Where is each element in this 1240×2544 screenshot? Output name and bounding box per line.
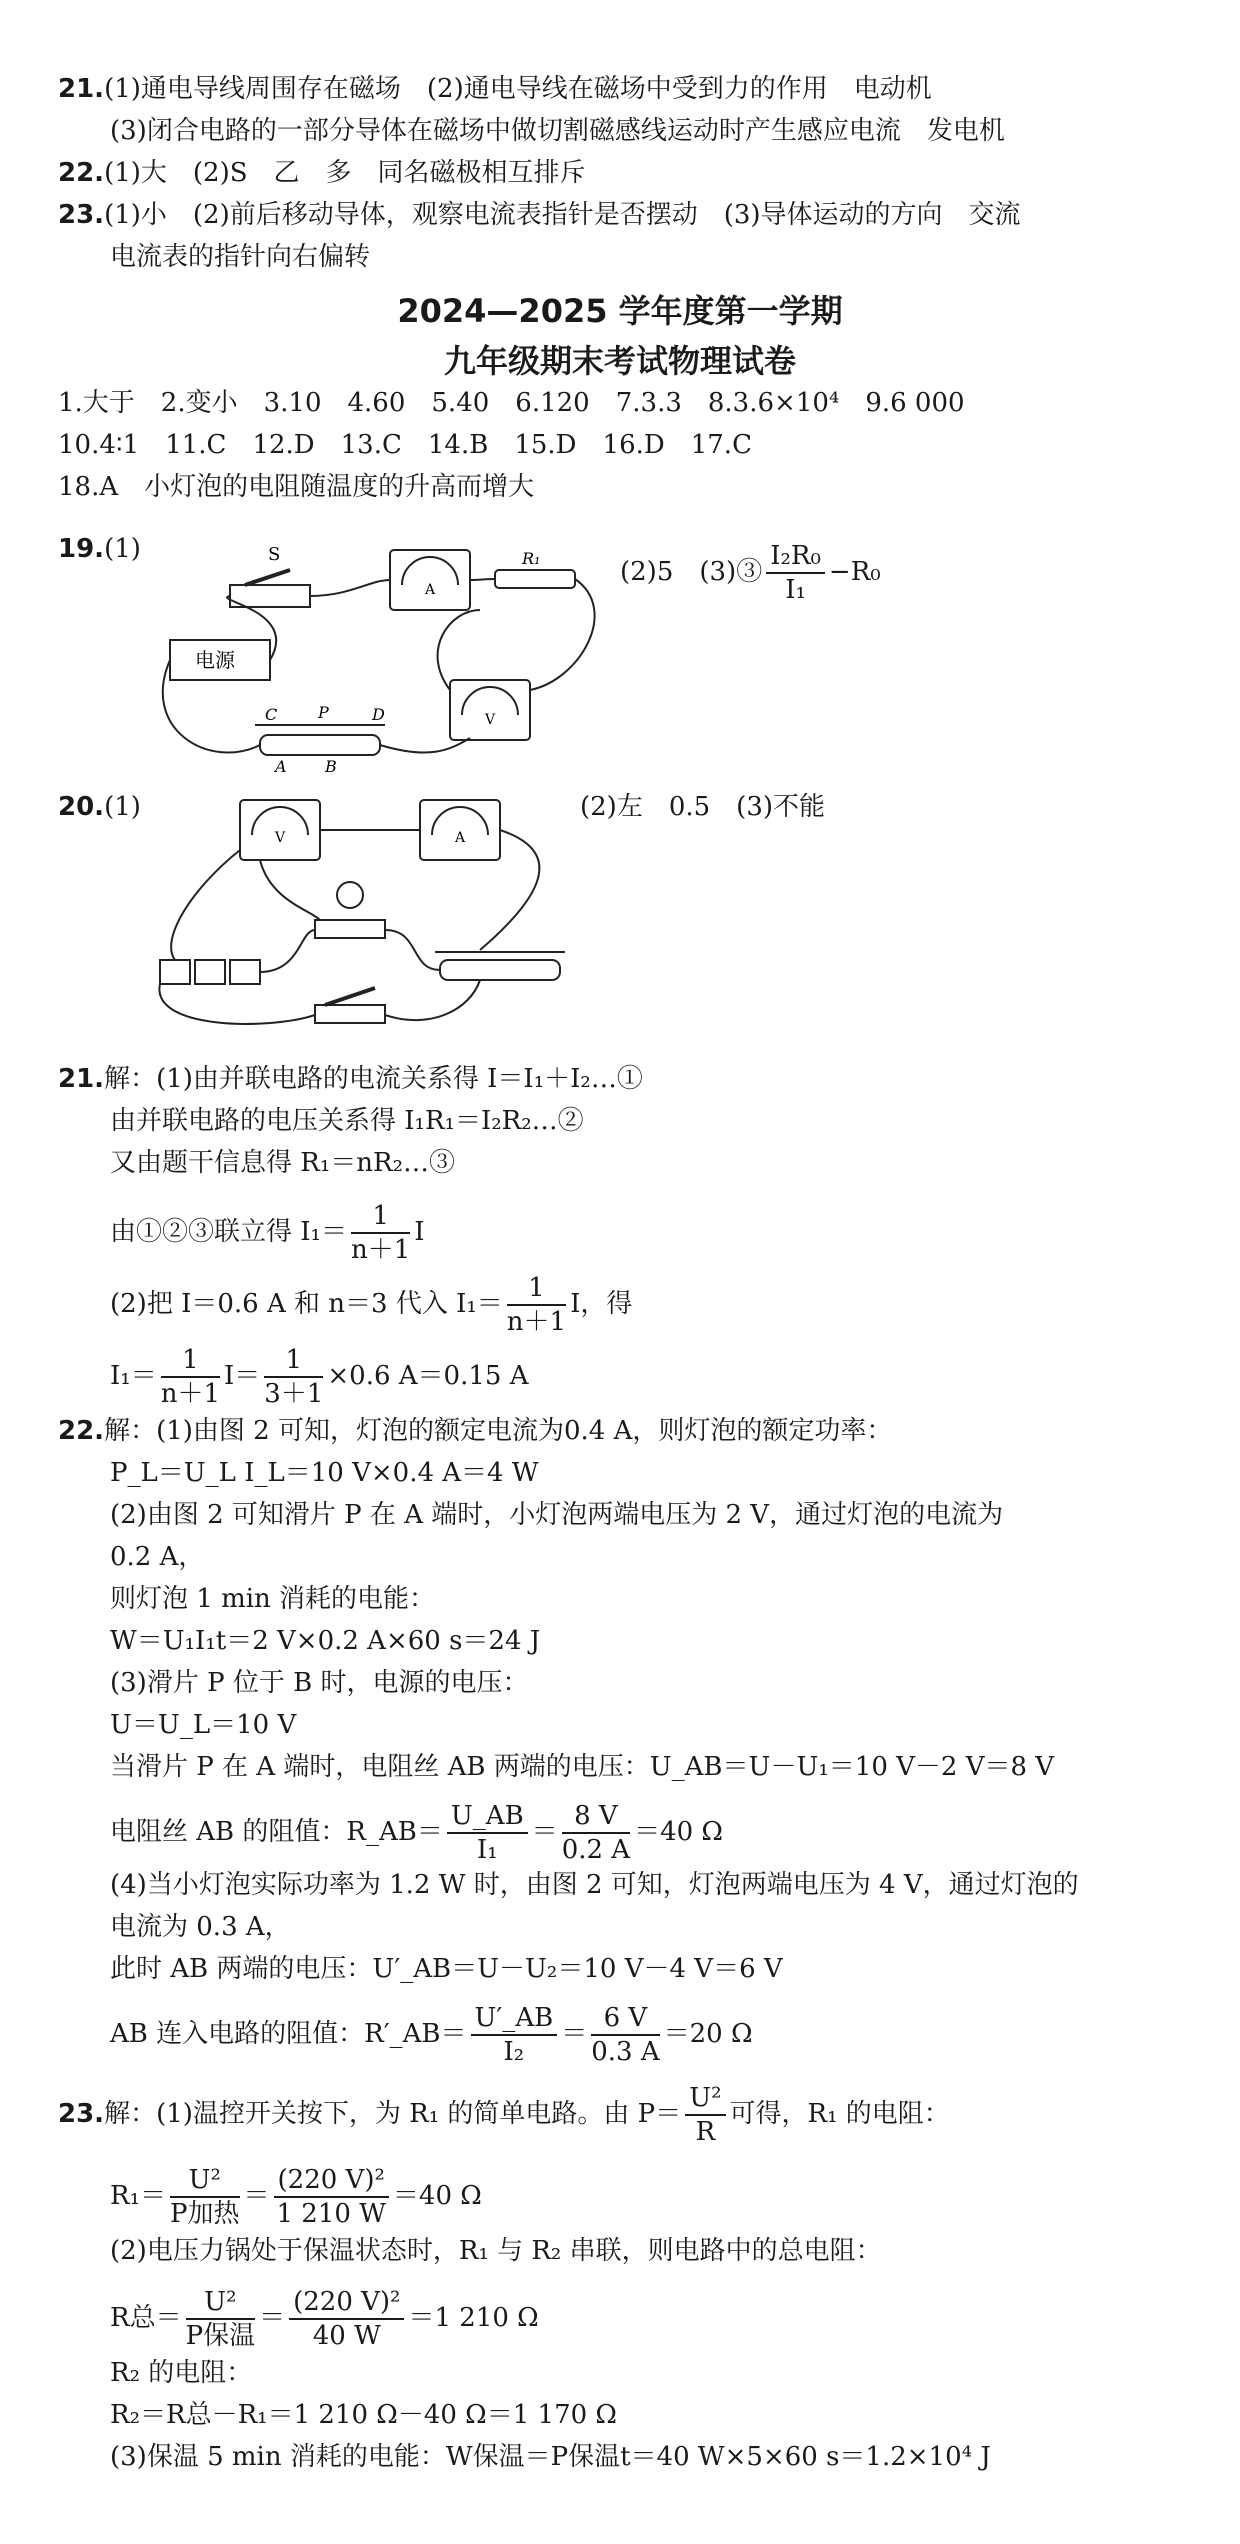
numerator: U_AB <box>447 1800 528 1834</box>
denominator: I₁ <box>476 1835 498 1865</box>
question-number: 23. <box>58 200 105 230</box>
answer-text: (1)小 (2)前后移动导体，观察电流表指针是否摆动 (3)导体运动的方向 交流 <box>104 200 1021 230</box>
denominator: I₁ <box>785 575 806 605</box>
q22-line2: P_L＝U_L I_L＝10 V×0.4 A＝4 W <box>110 1458 539 1488</box>
solution-text: 解：(1)由并联电路的电流关系得 I＝I₁＋I₂…① <box>104 1064 643 1094</box>
fraction <box>274 2164 389 2230</box>
q19-answers <box>620 540 881 606</box>
q23-line6: R₂＝R总－R₁＝1 210 Ω－40 Ω＝1 170 Ω <box>110 2400 617 2430</box>
solution-text: ＝40 Ω <box>634 1817 723 1847</box>
fraction <box>161 1344 220 1410</box>
answer-text: −R₀ <box>828 557 881 587</box>
denominator: 40 W <box>312 2321 381 2351</box>
fraction <box>562 1800 630 1866</box>
solution-text: 解：(1)温控开关按下，为 R₁ 的简单电路。由 P＝ <box>104 2099 682 2129</box>
fraction <box>170 2164 240 2230</box>
fraction <box>507 1272 566 1338</box>
q23-line3: (2)电压力锅处于保温状态时，R₁ 与 R₂ 串联，则电路中的总电阻： <box>110 2236 882 2266</box>
solution-text: ＝40 Ω <box>392 2181 482 2211</box>
question-number: 21. <box>58 74 105 104</box>
fraction <box>351 1200 410 1266</box>
solution-text: I <box>414 1217 425 1247</box>
prev-q23-line1 <box>58 198 1021 232</box>
prev-q22-line1 <box>58 156 586 190</box>
part-label: (1) <box>104 792 141 822</box>
part-label: (1) <box>104 534 141 564</box>
denominator: n＋1 <box>160 1379 220 1409</box>
solution-text: ＝20 Ω <box>663 2019 753 2049</box>
q23-line1 <box>58 2082 950 2148</box>
q22-line11: (4)当小灯泡实际功率为 1.2 W 时，由图 2 可知，灯泡两端电压为 4 V，通过灯泡的 <box>110 1870 1079 1900</box>
prev-q21-line2: (3)闭合电路的一部分导体在磁场中做切割磁感线运动时产生感应电流 发电机 <box>110 116 1005 146</box>
q22-line10: 电阻丝 AB 的阻值：R_AB＝ $\frac{U\_AB}{\text{I₁}}$ ＝ $\frac{8 V}{0.2 A}$ ＝40 Ω <box>110 1801 723 1865</box>
label-r1: R₁ <box>522 549 541 568</box>
solution-text: 电阻丝 AB 的阻值：R_AB＝ <box>110 1817 443 1847</box>
denominator: n＋1 <box>506 1307 567 1337</box>
q21-line5 <box>110 1272 632 1338</box>
exam-title-name: 九年级期末考试物理试卷 <box>443 342 796 380</box>
denominator: P保温 <box>185 2321 256 2351</box>
numerator: 1 <box>264 1344 323 1378</box>
q22-line14: AB 连入电路的阻值：R′_AB＝ $\frac{U'\_AB}{\text{I₂}}$ ＝ $\frac{6 V}{0.3 A}$ ＝20 Ω <box>110 2003 753 2067</box>
q22-line9: 当滑片 P 在 A 端时，电阻丝 AB 两端的电压：U_AB＝U－U₁＝10 V－2 V＝8 V <box>110 1752 1055 1782</box>
question-number: 22. <box>58 158 105 188</box>
q22-line5: 则灯泡 1 min 消耗的电能： <box>110 1584 436 1614</box>
numerator: (220 V)² <box>274 2164 389 2198</box>
numerator: U² <box>170 2164 240 2198</box>
resistor-r1 <box>495 570 575 588</box>
fraction <box>471 2002 558 2068</box>
numerator: U′_AB <box>471 2002 558 2036</box>
question-number: 20. <box>58 792 105 822</box>
solution-text: 由①②③联立得 I₁＝ <box>110 1217 347 1247</box>
solution-text: I，得 <box>570 1289 633 1319</box>
fraction <box>264 1344 323 1410</box>
battery-cell <box>195 960 225 984</box>
denominator: P加热 <box>170 2199 240 2229</box>
solution-text: (2)把 I＝0.6 A 和 n＝3 代入 I₁＝ <box>110 1289 503 1319</box>
switch-base <box>230 585 310 607</box>
label-p: P <box>318 703 329 722</box>
q19-label <box>58 532 141 566</box>
lamp-base <box>315 920 385 938</box>
solution-text: I₁＝ <box>110 1361 157 1391</box>
rheostat <box>440 960 560 980</box>
q21-line1 <box>58 1062 643 1096</box>
label-end-a: A <box>275 757 287 776</box>
q22-line4: 0.2 A， <box>110 1542 205 1572</box>
prev-q21-line1 <box>58 72 932 106</box>
battery-cell <box>160 960 190 984</box>
denominator: 1 210 W <box>276 2199 386 2229</box>
label-v: V <box>485 712 496 728</box>
prev-q23-line2: 电流表的指针向右偏转 <box>110 242 371 272</box>
numerator: 1 <box>507 1272 566 1306</box>
label-s: S <box>268 544 281 565</box>
label-c: C <box>265 705 278 724</box>
q22-line7: (3)滑片 P 位于 B 时，电源的电压： <box>110 1668 529 1698</box>
numerator: U² <box>186 2286 256 2320</box>
fraction <box>447 1800 528 1866</box>
denominator: I₂ <box>503 2037 525 2067</box>
solution-text: ×0.6 A＝0.15 A <box>327 1361 529 1391</box>
label-a: A <box>455 830 466 846</box>
label-end-b: B <box>325 757 337 776</box>
numerator: 1 <box>351 1200 410 1234</box>
question-number: 19. <box>58 534 105 564</box>
q21-line6 <box>110 1344 528 1410</box>
rheostat <box>260 735 380 755</box>
numerator: U² <box>685 2082 725 2116</box>
label-power: 电源 <box>195 648 235 672</box>
numerator: 8 V <box>562 1800 630 1834</box>
label-a: A <box>425 582 436 598</box>
q20-circuit-diagram <box>150 790 570 1040</box>
denominator: 3＋1 <box>264 1379 324 1409</box>
numerator: 6 V <box>591 2002 659 2036</box>
answer-text: (1)大 (2)S 乙 多 同名磁极相互排斥 <box>104 158 586 188</box>
answer-text: (1)通电导线周围存在磁场 (2)通电导线在磁场中受到力的作用 电动机 <box>104 74 932 104</box>
label-d: D <box>372 705 385 724</box>
lamp-bulb <box>337 882 363 908</box>
q23-line4: R总＝ $\frac{\text{U²}}{\text{P保温}}$ ＝ $\frac{\text{(220 V)²}}{40 W}$ ＝1 210 Ω <box>110 2287 539 2351</box>
denominator: 0.2 A <box>561 1835 631 1865</box>
numerator: 1 <box>161 1344 220 1378</box>
battery-cell <box>230 960 260 984</box>
q19-circuit-diagram <box>150 530 610 780</box>
q21-line2: 由并联电路的电压关系得 I₁R₁＝I₂R₂…② <box>110 1106 584 1136</box>
solution-text: R₁＝ <box>110 2181 166 2211</box>
fraction <box>685 2082 725 2148</box>
q23-line5: R₂ 的电阻： <box>110 2358 253 2388</box>
answer-q18: 18.A 小灯泡的电阻随温度的升高而增大 <box>58 472 535 502</box>
q22-line8: U＝U_L＝10 V <box>110 1710 297 1740</box>
question-number: 22. <box>58 1416 105 1446</box>
numerator: I₂R₀ <box>766 540 825 574</box>
fraction <box>186 2286 256 2352</box>
q22-line1 <box>58 1414 892 1448</box>
fraction <box>289 2286 404 2352</box>
q20-label <box>58 790 141 824</box>
solution-text: I＝ <box>224 1361 261 1391</box>
question-number: 21. <box>58 1064 105 1094</box>
label-v: V <box>275 830 286 846</box>
q22-line13: 此时 AB 两端的电压：U′_AB＝U－U₂＝10 V－4 V＝6 V <box>110 1954 783 1984</box>
solution-text: 解：(1)由图 2 可知，灯泡的额定电流为0.4 A，则灯泡的额定功率： <box>104 1416 893 1446</box>
solution-text: 可得，R₁ 的电阻： <box>729 2099 950 2129</box>
q20-answers: (2)左 0.5 (3)不能 <box>580 792 826 822</box>
q23-line7: (3)保温 5 min 消耗的电能：W保温＝P保温t＝40 W×5×60 s＝1.2×10⁴ J <box>110 2442 991 2472</box>
denominator: n＋1 <box>350 1235 411 1265</box>
question-number: 23. <box>58 2099 105 2129</box>
q22-line3: (2)由图 2 可知滑片 P 在 A 端时，小灯泡两端电压为 2 V，通过灯泡的电流为 <box>110 1500 1004 1530</box>
fraction <box>766 540 825 606</box>
q21-line4 <box>110 1200 425 1266</box>
q22-line6: W＝U₁I₁t＝2 V×0.2 A×60 s＝24 J <box>110 1626 541 1656</box>
answers-row2: 10.4∶1 11.C 12.D 13.C 14.B 15.D 16.D 17.C <box>58 430 752 460</box>
solution-text: ＝1 210 Ω <box>408 2303 539 2333</box>
solution-text: R总＝ <box>110 2303 182 2333</box>
denominator: 0.3 A <box>591 2037 660 2067</box>
exam-title-year: 2024—2025 学年度第一学期 <box>397 292 843 330</box>
numerator: (220 V)² <box>289 2286 404 2320</box>
fraction <box>591 2002 659 2068</box>
denominator: R <box>695 2117 716 2147</box>
switch-base <box>315 1005 385 1023</box>
q21-line3: 又由题干信息得 R₁＝nR₂…③ <box>110 1148 456 1178</box>
q22-line12: 电流为 0.3 A， <box>110 1912 291 1942</box>
answers-row1: 1.大于 2.变小 3.10 4.60 5.40 6.120 7.3.3 8.3.6×10⁴ 9.6 000 <box>58 388 965 418</box>
solution-text: AB 连入电路的阻值：R′_AB＝ <box>110 2019 467 2049</box>
q23-line2: R₁＝ $\frac{\text{U²}}{\text{P加热}}$ ＝ $\frac{\text{(220 V)²}}{1 210 W}$ ＝40 Ω <box>110 2165 482 2229</box>
answer-text: (2)5 (3)③ <box>620 557 763 587</box>
